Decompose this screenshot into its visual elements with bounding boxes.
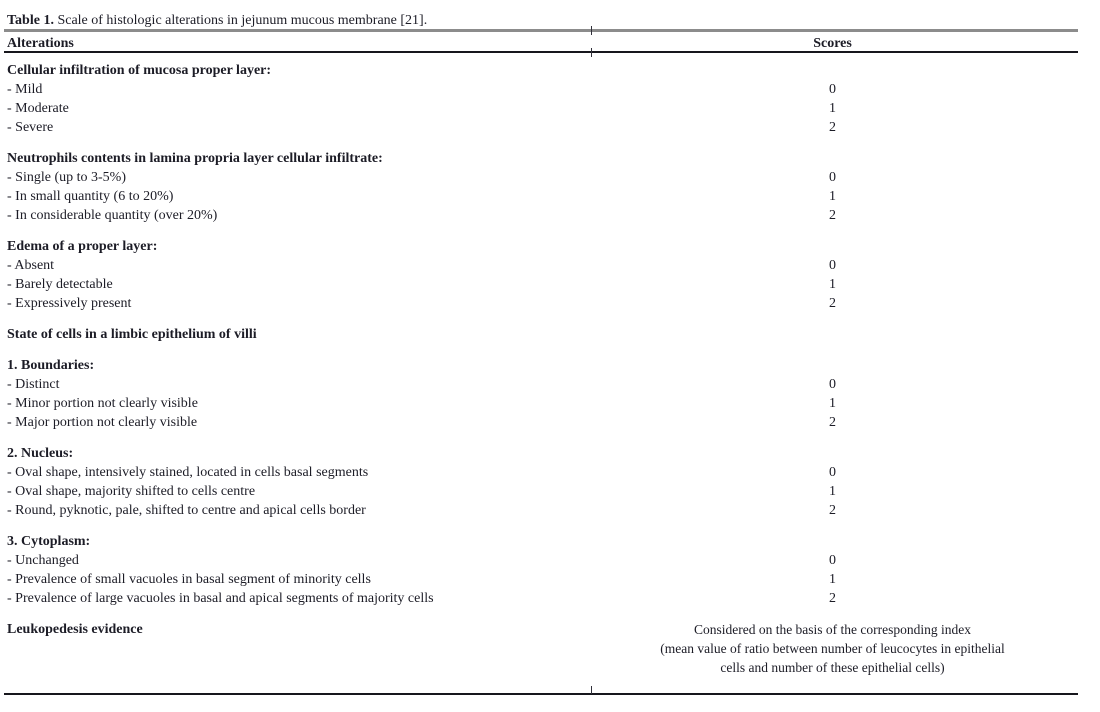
item-row [0,570,1100,589]
item-score: 2 [829,296,836,311]
table-caption-text: Scale of histologic alterations in jejunum mucous membrane [21]. [53,13,428,28]
item-row [0,394,1100,413]
item-row [0,275,1100,294]
item-label: - Round, pyknotic, pale, shifted to centre and apical cells border [7,503,366,518]
item-row [0,413,1100,432]
top-rule [4,29,1078,32]
header-rule [4,51,1078,53]
item-label: - Mild [7,82,43,97]
item-score: 0 [829,82,836,97]
item-label: - Severe [7,120,54,135]
item-row [0,463,1100,482]
column-header-scores: Scores [813,36,852,51]
group-header-score-cell [591,444,1074,463]
item-row [0,482,1100,501]
score-note-line: Considered on the basis of the corresponding index [693,622,972,637]
item-score: 0 [829,377,836,392]
table-caption [7,13,427,28]
alteration-group [0,356,1100,432]
item-row [0,168,1100,187]
alteration-group [0,325,1100,344]
item-label: - Unchanged [7,553,79,568]
column-divider-tick-bottom [591,686,592,694]
item-label: - Prevalence of small vacuoles in basal segment of minority cells [7,572,371,587]
group-header-row [0,356,1100,375]
item-score: 1 [829,396,836,411]
table-caption-number: Table 1. [7,13,54,28]
item-label: - Absent [7,258,55,273]
group-header-row [0,444,1100,463]
item-label: - Prevalence of large vacuoles in basal and apical segments of majority cells [7,591,434,606]
item-label: - In considerable quantity (over 20%) [7,208,218,223]
group-header-score-cell [591,149,1074,168]
item-row [0,118,1100,137]
group-header-label: State of cells in a limbic epithelium of villi [7,327,257,342]
score-note-line: (mean value of ratio between number of leucocytes in epithelial [660,641,1005,656]
item-score: 1 [829,484,836,499]
item-label: - Distinct [7,377,60,392]
item-score: 0 [829,465,836,480]
item-row [0,501,1100,520]
item-label: - Minor portion not clearly visible [7,396,198,411]
item-score: 1 [829,572,836,587]
item-score: 0 [829,170,836,185]
group-header-label: 2. Nucleus: [7,446,74,461]
group-header-row [0,149,1100,168]
group-header-label: 3. Cytoplasm: [7,534,91,549]
item-row [0,589,1100,608]
group-header-row [0,620,1100,677]
group-header-score-cell [591,237,1074,256]
group-header-score-cell [591,325,1074,344]
item-label: - Oval shape, majority shifted to cells centre [7,484,256,499]
group-header-row [0,532,1100,551]
item-score: 2 [829,208,836,223]
group-header-label: Neutrophils contents in lamina propria layer cellular infiltrate: [7,151,383,166]
alteration-group [0,237,1100,313]
group-header-score-cell [591,61,1074,80]
item-score: 1 [829,189,836,204]
item-score: 2 [829,415,836,430]
group-header-row [0,237,1100,256]
alteration-group [0,620,1100,677]
group-header-label: Leukopedesis evidence [7,622,143,637]
item-label: - Major portion not clearly visible [7,415,198,430]
item-row [0,551,1100,570]
item-label: - Single (up to 3-5%) [7,170,126,185]
item-score: 2 [829,503,836,518]
group-header-label: Edema of a proper layer: [7,239,158,254]
group-header-row [0,325,1100,344]
item-row [0,206,1100,225]
alteration-group [0,444,1100,520]
score-note-line: cells and number of these epithelial cells) [720,660,945,675]
group-header-label: Cellular infiltration of mucosa proper layer: [7,63,272,78]
item-score: 2 [829,120,836,135]
alteration-group [0,61,1100,137]
alteration-group [0,149,1100,225]
item-row [0,294,1100,313]
alteration-group [0,532,1100,608]
item-label: - Barely detectable [7,277,113,292]
column-divider-tick-header [591,48,592,57]
item-label: - In small quantity (6 to 20%) [7,189,174,204]
item-row [0,99,1100,118]
group-header-score-cell [591,620,1074,677]
item-label: - Moderate [7,101,69,116]
item-score: 1 [829,277,836,292]
group-header-label: 1. Boundaries: [7,358,95,373]
table-body [0,61,1100,689]
item-row [0,375,1100,394]
item-row [0,80,1100,99]
item-row [0,187,1100,206]
item-label: - Expressively present [7,296,132,311]
group-header-score-cell [591,532,1074,551]
item-score: 0 [829,258,836,273]
item-score: 0 [829,553,836,568]
group-header-row [0,61,1100,80]
item-row [0,256,1100,275]
bottom-rule [4,693,1078,695]
item-score: 2 [829,591,836,606]
column-header-alterations: Alterations [7,36,74,51]
group-header-score-cell [591,356,1074,375]
column-divider-tick-top [591,26,592,35]
item-score: 1 [829,101,836,116]
item-label: - Oval shape, intensively stained, located in cells basal segments [7,465,369,480]
